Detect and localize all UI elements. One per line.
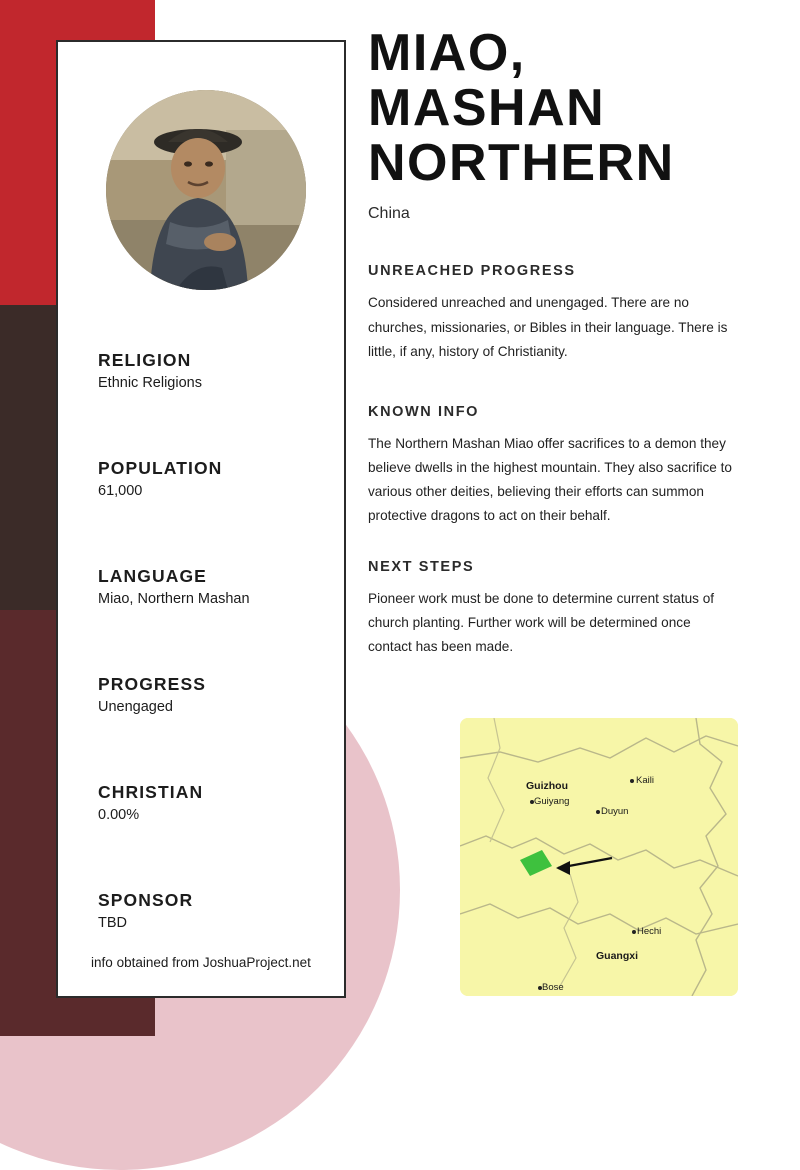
field-language-value: Miao, Northern Mashan xyxy=(98,591,250,607)
field-christian xyxy=(98,782,328,823)
portrait-photo xyxy=(106,90,306,290)
map-label-guiyang: Guiyang xyxy=(534,796,570,807)
country-label: China xyxy=(368,205,410,223)
field-population-value: 61,000 xyxy=(98,483,143,499)
map-label-bose: Bose xyxy=(542,982,564,993)
field-christian-label: CHRISTIAN xyxy=(98,782,204,802)
map-label-hechi: Hechi xyxy=(637,926,662,937)
section-heading-next-steps: NEXT STEPS xyxy=(368,558,475,575)
section-body-known-info: The Northern Mashan Miao offer sacrifices to a demon they believe dwells in the highest mountain. They also sacrifice to various other deities, believing their efforts can summon protective dragons to act on their behalf. xyxy=(368,435,732,524)
field-language xyxy=(98,566,328,607)
map-label-guizhou: Guizhou xyxy=(526,780,568,792)
field-progress-label: PROGRESS xyxy=(98,674,206,694)
field-christian-value: 0.00% xyxy=(98,807,140,823)
field-sponsor-value: TBD xyxy=(98,915,127,931)
field-religion-label: RELIGION xyxy=(98,350,192,370)
page-title: MIAO, MASHAN NORTHERN xyxy=(368,24,675,193)
field-religion-value: Ethnic Religions xyxy=(98,375,202,391)
section-body-next-steps: Pioneer work must be done to determine current status of church planting. Further work will be determined once contact has been made. xyxy=(368,590,715,655)
field-religion xyxy=(98,350,328,391)
map-label-guangxi: Guangxi xyxy=(596,950,639,962)
source-footnote: info obtained from JoshuaProject.net xyxy=(91,955,311,970)
content-column xyxy=(368,0,768,1036)
field-language-label: LANGUAGE xyxy=(98,566,207,586)
field-population-label: POPULATION xyxy=(98,458,223,478)
field-progress-value: Unengaged xyxy=(98,699,173,715)
field-sponsor xyxy=(98,890,328,931)
field-population xyxy=(98,458,328,499)
map-label-duyun: Duyun xyxy=(601,806,629,817)
field-progress xyxy=(98,674,328,715)
map-label-kaili: Kaili xyxy=(636,775,654,786)
profile-card xyxy=(56,40,346,998)
section-body-unreached-progress: Considered unreached and unengaged. There are no churches, missionaries, or Bibles in their language. There is little, if any, history of Christianity. xyxy=(368,295,728,359)
field-sponsor-label: SPONSOR xyxy=(98,890,194,910)
section-heading-unreached-progress: UNREACHED PROGRESS xyxy=(368,263,576,280)
section-heading-known-info: KNOWN INFO xyxy=(368,403,480,420)
